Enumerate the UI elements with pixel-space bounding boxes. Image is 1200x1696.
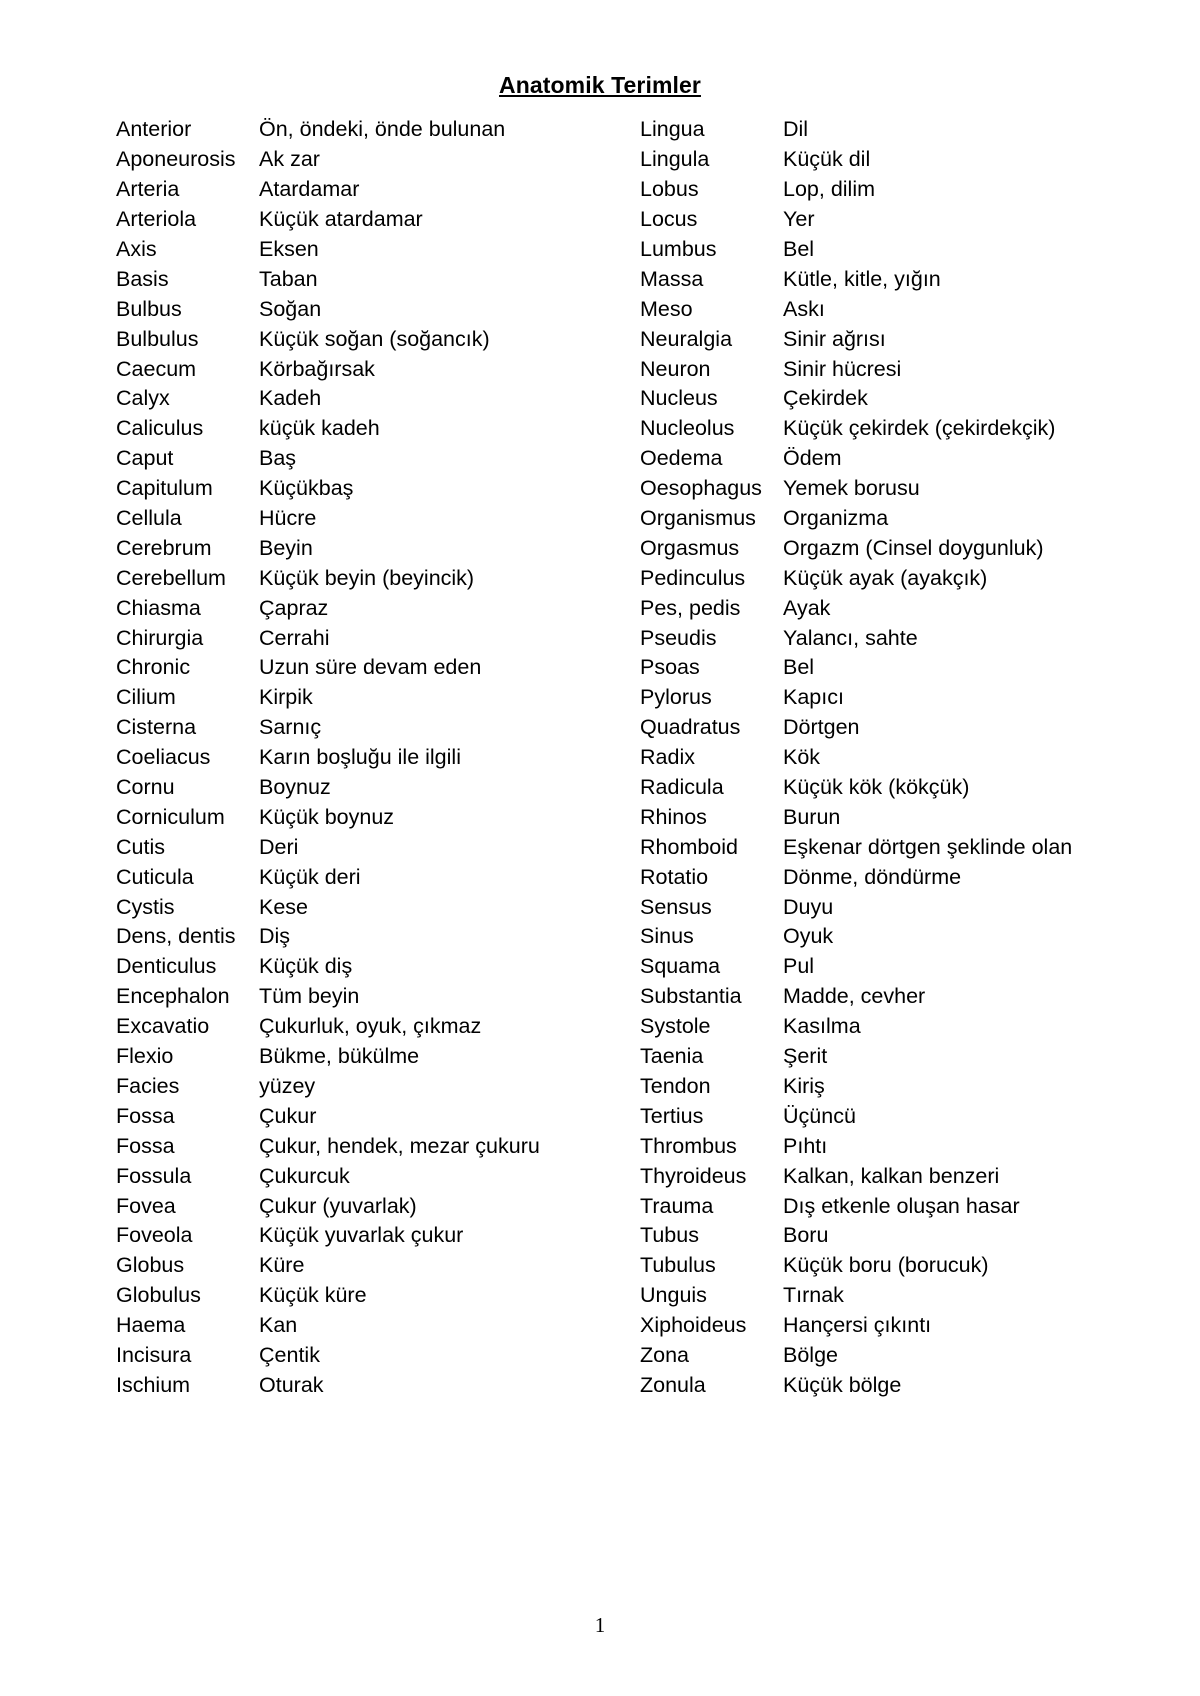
term-latin: Neuron (640, 356, 711, 381)
term-row (640, 1131, 1072, 1161)
term-latin: Ischium (116, 1372, 191, 1397)
term-meaning: Ödem (783, 446, 842, 471)
term-meaning: Küçük beyin (beyincik) (259, 565, 475, 590)
term-latin: Tubus (640, 1223, 699, 1248)
term-latin: Caliculus (116, 416, 204, 441)
term-row (116, 264, 540, 294)
term-meaning: Hançersi çıkıntı (783, 1313, 932, 1338)
term-latin: Cisterna (116, 715, 197, 740)
term-latin: Tertius (640, 1103, 704, 1128)
term-row (640, 802, 1072, 832)
term-latin: Basis (116, 266, 169, 291)
term-row (116, 773, 540, 803)
term-row (116, 952, 540, 982)
term-meaning: Bel (783, 237, 815, 261)
term-row (116, 1101, 540, 1131)
term-list-left (116, 115, 540, 1400)
term-meaning: Bölge (783, 1342, 838, 1367)
term-latin: Locus (640, 207, 698, 232)
term-meaning: Kapıcı (783, 685, 844, 710)
term-meaning: Bel (783, 655, 815, 680)
term-row (640, 1341, 1072, 1371)
term-latin: Denticulus (116, 954, 217, 979)
term-row (640, 563, 1072, 593)
term-meaning: Küre (259, 1253, 305, 1278)
page-number: 1 (594, 1613, 606, 1637)
term-meaning: Körbağırsak (259, 356, 375, 381)
term-row (640, 533, 1072, 563)
term-meaning: Burun (783, 804, 841, 829)
term-meaning: Madde, cevher (783, 984, 926, 1009)
term-meaning: Şerit (783, 1044, 828, 1069)
term-latin: Calyx (116, 386, 170, 411)
term-latin: Flexio (116, 1044, 174, 1069)
term-latin: Coeliacus (116, 745, 211, 770)
term-latin: Trauma (640, 1193, 714, 1218)
term-row (640, 324, 1072, 354)
term-row (116, 115, 540, 145)
term-row (116, 862, 540, 892)
term-latin: Cerebrum (116, 535, 212, 560)
term-meaning: Küçük küre (259, 1283, 367, 1308)
term-row (640, 683, 1072, 713)
term-latin: Massa (640, 266, 704, 291)
term-latin: Lingua (640, 117, 705, 142)
term-meaning: Yemek borusu (783, 476, 920, 501)
term-latin: Dens, dentis (116, 924, 236, 949)
term-latin: Squama (640, 954, 721, 979)
term-row (640, 264, 1072, 294)
term-row (640, 1311, 1072, 1341)
term-latin: Nucleus (640, 386, 718, 411)
term-meaning: Yer (783, 207, 815, 232)
term-latin: Sensus (640, 894, 712, 919)
term-latin: Cilium (116, 685, 176, 710)
term-row (640, 862, 1072, 892)
term-meaning: Sinir ağrısı (783, 326, 886, 351)
term-meaning: Diş (259, 924, 291, 949)
term-row (116, 324, 540, 354)
term-list-right (640, 115, 1072, 1400)
term-latin: Cornu (116, 775, 175, 800)
term-latin: Encephalon (116, 984, 230, 1009)
term-latin: Lingula (640, 147, 710, 172)
term-meaning: küçük kadeh (259, 416, 380, 441)
term-row (640, 952, 1072, 982)
term-latin: Rhinos (640, 804, 707, 829)
term-latin: Pes, pedis (640, 595, 741, 620)
term-latin: Quadratus (640, 715, 741, 740)
term-meaning: Pul (783, 954, 815, 979)
term-latin: Meso (640, 296, 693, 321)
term-row (116, 653, 540, 683)
term-row (116, 593, 540, 623)
term-meaning: Kese (259, 894, 309, 919)
term-meaning: Boynuz (259, 775, 331, 800)
term-latin: Xiphoideus (640, 1313, 747, 1338)
term-row (640, 1101, 1072, 1131)
term-meaning: Bükme, bükülme (259, 1044, 420, 1069)
term-meaning: Boru (783, 1223, 829, 1248)
term-row (116, 832, 540, 862)
term-row (640, 1161, 1072, 1191)
term-latin: Oesophagus (640, 476, 762, 501)
term-latin: Radix (640, 745, 695, 770)
term-latin: Cellula (116, 506, 182, 531)
term-meaning: Beyin (259, 535, 313, 560)
term-latin: Fossula (116, 1163, 192, 1188)
term-row (640, 205, 1072, 235)
term-meaning: Kiriş (783, 1073, 825, 1098)
term-latin: Arteria (116, 177, 180, 202)
term-latin: Tubulus (640, 1253, 716, 1278)
term-row (640, 1370, 1072, 1400)
term-latin: Organismus (640, 506, 756, 531)
term-row (640, 294, 1072, 324)
term-row (640, 145, 1072, 175)
term-meaning: Orgazm (Cinsel doygunluk) (783, 535, 1044, 560)
term-meaning: Askı (783, 296, 825, 321)
term-latin: Cutis (116, 834, 165, 859)
term-latin: Tendon (640, 1073, 711, 1098)
term-row (640, 1012, 1072, 1042)
term-meaning: Atardamar (259, 177, 360, 202)
term-latin: Thrombus (640, 1133, 737, 1158)
term-latin: Pseudis (640, 625, 717, 650)
term-row (640, 922, 1072, 952)
term-row (640, 175, 1072, 205)
term-meaning: Baş (259, 446, 297, 471)
term-meaning: Organizma (783, 506, 889, 531)
term-latin: Haema (116, 1313, 186, 1338)
term-meaning: Eşkenar dörtgen şeklinde olan (783, 834, 1073, 859)
term-meaning: Üçüncü (783, 1103, 856, 1128)
term-row (640, 384, 1072, 414)
term-row (116, 1370, 540, 1400)
term-row (116, 1042, 540, 1072)
term-meaning: Küçük atardamar (259, 207, 423, 232)
term-meaning: Kadeh (259, 386, 322, 411)
term-meaning: Eksen (259, 237, 319, 261)
term-latin: Fovea (116, 1193, 176, 1218)
term-row (116, 1281, 540, 1311)
term-latin: Caecum (116, 356, 197, 381)
term-meaning: Kalkan, kalkan benzeri (783, 1163, 1000, 1188)
term-latin: Capitulum (116, 476, 213, 501)
term-meaning: Oyuk (783, 924, 834, 949)
term-meaning: Pıhtı (783, 1133, 828, 1158)
term-meaning: Taban (259, 266, 318, 291)
term-row (116, 205, 540, 235)
term-meaning: Hücre (259, 506, 317, 531)
term-meaning: Çukurcuk (259, 1163, 350, 1188)
term-row (116, 713, 540, 743)
term-latin: Oedema (640, 446, 723, 471)
term-row (640, 235, 1072, 265)
term-latin: Nucleolus (640, 416, 735, 441)
term-meaning: Dil (783, 117, 809, 142)
term-row (640, 832, 1072, 862)
term-meaning: Kirpik (259, 685, 313, 710)
term-latin: Incisura (116, 1342, 192, 1367)
term-latin: Fossa (116, 1103, 175, 1128)
term-latin: Globus (116, 1253, 185, 1278)
term-meaning: Küçükbaş (259, 476, 354, 501)
term-row (116, 294, 540, 324)
term-latin: Substantia (640, 984, 742, 1009)
term-meaning: Soğan (259, 296, 322, 321)
term-row (116, 504, 540, 534)
term-meaning: Küçük kök (kökçük) (783, 775, 970, 800)
term-row (640, 444, 1072, 474)
term-meaning: Çukur (yuvarlak) (259, 1193, 417, 1218)
term-row (640, 623, 1072, 653)
term-row (116, 1341, 540, 1371)
term-meaning: Ayak (783, 595, 831, 620)
term-meaning: Kan (259, 1313, 298, 1338)
term-row (116, 1221, 540, 1251)
term-meaning: Küçük deri (259, 864, 361, 889)
term-meaning: Küçük çekirdek (çekirdekçik) (783, 416, 1056, 441)
term-row (116, 922, 540, 952)
term-meaning: Kütle, kitle, yığın (783, 266, 941, 291)
term-latin: Arteriola (116, 207, 197, 232)
term-row (116, 175, 540, 205)
term-row (116, 683, 540, 713)
term-latin: Zonula (640, 1372, 706, 1397)
term-latin: Excavatio (116, 1014, 210, 1039)
term-meaning: Küçük bölge (783, 1372, 902, 1397)
term-meaning: Dörtgen (783, 715, 860, 740)
term-meaning: Küçük ayak (ayakçık) (783, 565, 988, 590)
term-row (640, 504, 1072, 534)
term-row (640, 653, 1072, 683)
term-meaning: Küçük diş (259, 954, 353, 979)
term-row (116, 533, 540, 563)
term-meaning: Tüm beyin (259, 984, 360, 1009)
term-meaning: Çapraz (259, 595, 329, 620)
term-meaning: Deri (259, 834, 299, 859)
term-row (116, 444, 540, 474)
term-meaning: Tırnak (783, 1283, 844, 1308)
term-latin: Globulus (116, 1283, 201, 1308)
term-latin: Radicula (640, 775, 724, 800)
term-meaning: Çekirdek (783, 386, 868, 411)
term-row (116, 1311, 540, 1341)
term-latin: Foveola (116, 1223, 193, 1248)
term-latin: Facies (116, 1073, 180, 1098)
term-meaning: Çukur (259, 1103, 317, 1128)
term-latin: Chirurgia (116, 625, 204, 650)
term-row (640, 1072, 1072, 1102)
term-row (116, 354, 540, 384)
term-row (116, 1131, 540, 1161)
term-row (116, 623, 540, 653)
term-latin: Lumbus (640, 237, 717, 261)
term-latin: Bulbulus (116, 326, 199, 351)
term-latin: Cuticula (116, 864, 194, 889)
term-latin: Rhomboid (640, 834, 738, 859)
term-row (116, 802, 540, 832)
term-meaning: Oturak (259, 1372, 324, 1397)
term-row (116, 235, 540, 265)
term-meaning: Küçük yuvarlak çukur (259, 1223, 464, 1248)
term-row (640, 115, 1072, 145)
term-row (116, 1191, 540, 1221)
term-row (640, 354, 1072, 384)
term-row (116, 743, 540, 773)
term-latin: Rotatio (640, 864, 709, 889)
term-row (116, 474, 540, 504)
term-latin: Chronic (116, 655, 191, 680)
term-row (640, 892, 1072, 922)
term-meaning: Lop, dilim (783, 177, 876, 202)
term-meaning: Ön, öndeki, önde bulunan (259, 117, 506, 142)
term-meaning: Dış etkenle oluşan hasar (783, 1193, 1020, 1218)
term-row (640, 1042, 1072, 1072)
term-latin: Chiasma (116, 595, 201, 620)
term-meaning: Cerrahi (259, 625, 330, 650)
term-latin: Zona (640, 1342, 690, 1367)
term-latin: Pedinculus (640, 565, 746, 590)
term-latin: Cystis (116, 894, 175, 919)
term-latin: Corniculum (116, 804, 225, 829)
term-row (640, 713, 1072, 743)
term-meaning: Uzun süre devam eden (259, 655, 482, 680)
term-meaning: Karın boşluğu ile ilgili (259, 745, 461, 770)
term-row (640, 414, 1072, 444)
term-row (640, 1251, 1072, 1281)
term-meaning: Çukurluk, oyuk, çıkmaz (259, 1014, 482, 1039)
term-row (640, 1281, 1072, 1311)
term-latin: Lobus (640, 177, 699, 202)
term-latin: Caput (116, 446, 174, 471)
term-latin: Axis (116, 237, 157, 261)
term-meaning: Duyu (783, 894, 834, 919)
term-meaning: Yalancı, sahte (783, 625, 918, 650)
term-row (640, 593, 1072, 623)
term-latin: Bulbus (116, 296, 182, 321)
page-title: Anatomik Terimler (499, 72, 701, 98)
term-meaning: Kök (783, 745, 821, 770)
term-meaning: Kasılma (783, 1014, 861, 1039)
term-row (116, 1161, 540, 1191)
term-latin: Thyroideus (640, 1163, 747, 1188)
term-meaning: Sinir hücresi (783, 356, 902, 381)
term-row (640, 1191, 1072, 1221)
term-meaning: Küçük dil (783, 147, 871, 172)
term-latin: Psoas (640, 655, 700, 680)
term-meaning: yüzey (259, 1073, 316, 1098)
term-latin: Aponeurosis (116, 147, 236, 172)
term-row (116, 145, 540, 175)
term-row (640, 773, 1072, 803)
term-latin: Pylorus (640, 685, 712, 710)
term-meaning: Çentik (259, 1342, 320, 1367)
term-latin: Unguis (640, 1283, 707, 1308)
term-meaning: Çukur, hendek, mezar çukuru (259, 1133, 540, 1158)
term-row (116, 1251, 540, 1281)
term-meaning: Küçük boru (borucuk) (783, 1253, 989, 1278)
term-latin: Sinus (640, 924, 694, 949)
term-meaning: Sarnıç (259, 715, 322, 740)
term-row (640, 474, 1072, 504)
term-meaning: Küçük boynuz (259, 804, 395, 829)
term-row (640, 1221, 1072, 1251)
term-latin: Anterior (116, 117, 192, 142)
term-meaning: Küçük soğan (soğancık) (259, 326, 490, 351)
term-latin: Taenia (640, 1044, 704, 1069)
term-row (116, 892, 540, 922)
term-row (116, 384, 540, 414)
term-meaning: Ak zar (259, 147, 320, 172)
term-row (116, 1072, 540, 1102)
term-latin: Neuralgia (640, 326, 733, 351)
term-latin: Systole (640, 1014, 711, 1039)
term-meaning: Dönme, döndürme (783, 864, 962, 889)
term-latin: Fossa (116, 1133, 175, 1158)
term-row (116, 1012, 540, 1042)
term-row (640, 982, 1072, 1012)
term-row (116, 563, 540, 593)
term-row (116, 414, 540, 444)
term-row (116, 982, 540, 1012)
term-latin: Orgasmus (640, 535, 740, 560)
term-row (640, 743, 1072, 773)
term-latin: Cerebellum (116, 565, 226, 590)
